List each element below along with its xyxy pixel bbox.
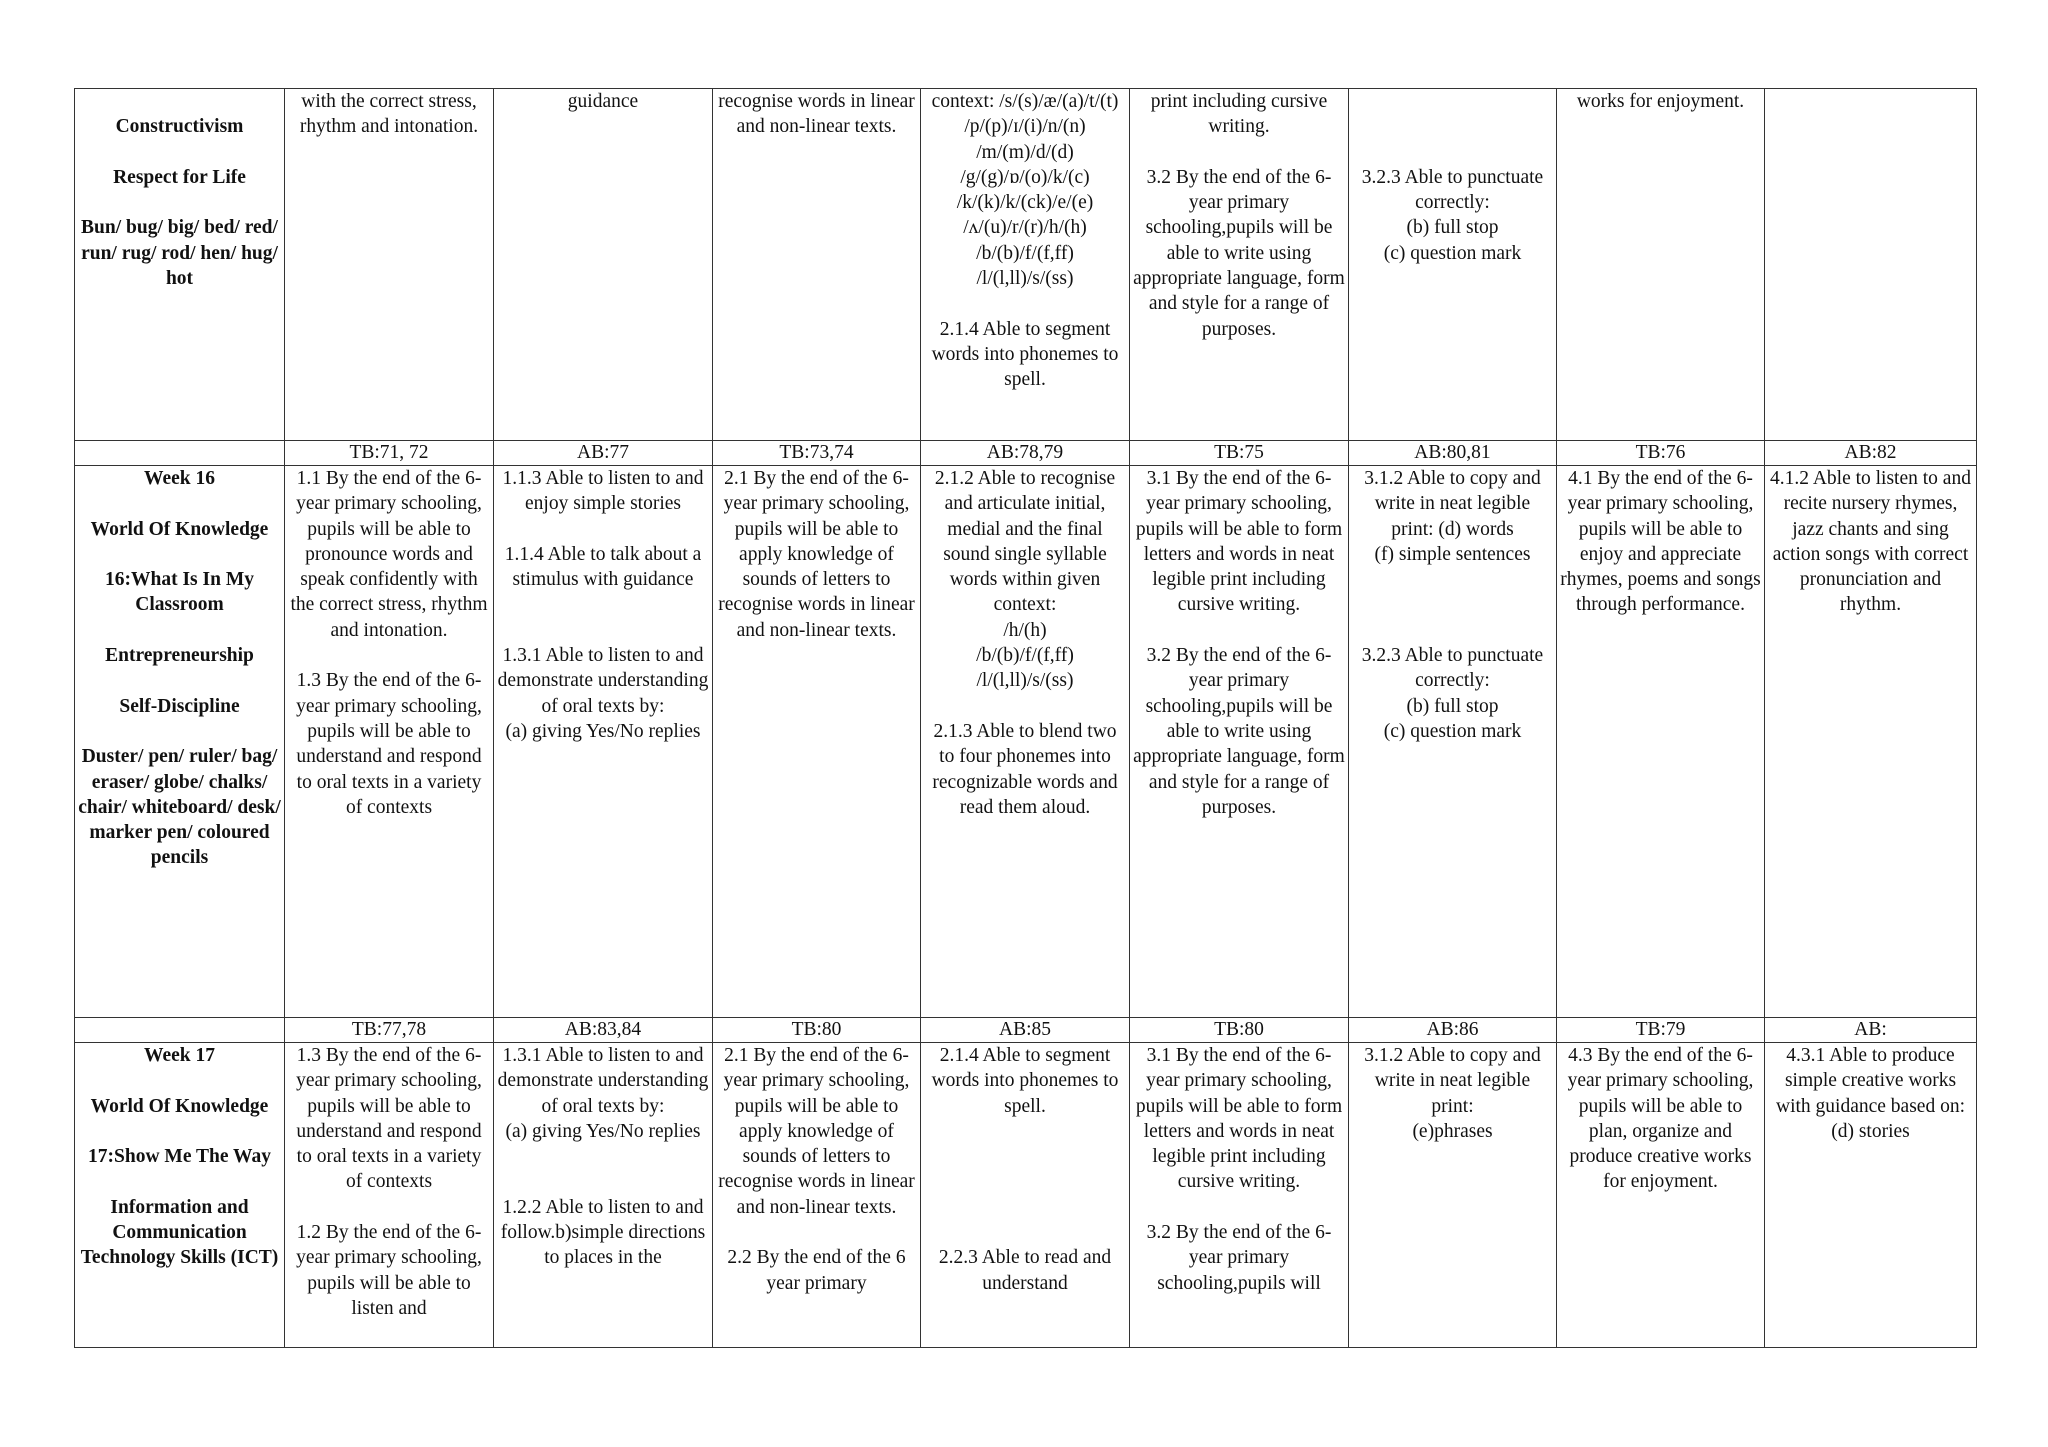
reference-cell: AB:82 [1765, 441, 1977, 466]
reference-row [75, 1018, 1977, 1043]
reference-cell: AB:83,84 [494, 1018, 713, 1043]
reference-cell [75, 441, 285, 466]
reference-cell: AB: [1765, 1018, 1977, 1043]
content-standard-cell: 4.1 By the end of the 6-year primary schooling, pupils will be able to enjoy and appreciate rhymes, poems and songs through performance. [1557, 466, 1765, 1018]
learning-standard-cell: 3.1.2 Able to copy and write in neat legible print: (d) words (f) simple sentences 3.2.3 Able to punctuate correctly: (b) full stop (c) question mark [1349, 466, 1557, 1018]
learning-standard-cell: 4.1.2 Able to listen to and recite nursery rhymes, jazz chants and sing action songs with correct pronunciation and rhythm. [1765, 466, 1977, 1018]
reference-cell: AB:77 [494, 441, 713, 466]
reference-cell: TB:76 [1557, 441, 1765, 466]
learning-standard-cell: 1.1.3 Able to listen to and enjoy simple stories 1.1.4 Able to talk about a stimulus with guidance 1.3.1 Able to listen to and demonstrate understanding of oral texts by: (a) giving Yes/No replies [494, 466, 713, 1018]
reference-cell: AB:78,79 [921, 441, 1130, 466]
reference-cell: TB:73,74 [713, 441, 921, 466]
content-standard-cell: recognise words in linear and non-linear texts. [713, 89, 921, 441]
learning-standard-cell: 3.1.2 Able to copy and write in neat legible print: (e)phrases [1349, 1043, 1557, 1348]
learning-standard-cell: 1.3.1 Able to listen to and demonstrate understanding of oral texts by: (a) giving Yes/No replies 1.2.2 Able to listen to and follow.b)simple directions to places in the [494, 1043, 713, 1348]
learning-standard-cell: guidance [494, 89, 713, 441]
table-row [75, 1043, 1977, 1348]
table-row [75, 466, 1977, 1018]
content-standard-cell: 4.3 By the end of the 6-year primary schooling, pupils will be able to plan, organize and produce creative works for enjoyment. [1557, 1043, 1765, 1348]
reference-cell: TB:77,78 [285, 1018, 494, 1043]
content-standard-cell: works for enjoyment. [1557, 89, 1765, 441]
reference-cell: TB:79 [1557, 1018, 1765, 1043]
reference-cell: TB:80 [713, 1018, 921, 1043]
learning-standard-cell [1765, 89, 1977, 441]
reference-cell: TB:80 [1130, 1018, 1349, 1043]
content-standard-cell: with the correct stress, rhythm and intonation. [285, 89, 494, 441]
learning-standard-cell: 2.1.4 Able to segment words into phonemes to spell. 2.2.3 Able to read and understand [921, 1043, 1130, 1348]
reference-cell: AB:80,81 [1349, 441, 1557, 466]
theme-cell: Week 17 World Of Knowledge 17:Show Me The Way Information and Communication Technology Skills (ICT) [75, 1043, 285, 1348]
learning-standard-cell: context: /s/(s)/æ/(a)/t/(t) /p/(p)/ɪ/(i)/n/(n) /m/(m)/d/(d) /g/(g)/ɒ/(o)/k/(c) /k/(k)/k/(ck)/e/(e) /ʌ/(u)/r/(r)/h/(h) /b/(b)/f/(f,ff) /l/(l,ll)/s/(ss) 2.1.4 Able to segment words into phonemes to spell. [921, 89, 1130, 441]
content-standard-cell: 3.1 By the end of the 6-year primary schooling, pupils will be able to form letters and words in neat legible print including cursive writing. 3.2 By the end of the 6-year primary schooling,pupils will [1130, 1043, 1349, 1348]
content-standard-cell: 1.1 By the end of the 6-year primary schooling, pupils will be able to pronounce words and speak confidently with the correct stress, rhythm and intonation. 1.3 By the end of the 6-year primary schooling, pupils will be able to understand and respond to oral texts in a variety of contexts [285, 466, 494, 1018]
content-standard-cell: 2.1 By the end of the 6-year primary schooling, pupils will be able to apply knowledge of sounds of letters to recognise words in linear and non-linear texts. 2.2 By the end of the 6 year primary [713, 1043, 921, 1348]
reference-cell [75, 1018, 285, 1043]
reference-cell: TB:71, 72 [285, 441, 494, 466]
theme-cell: Week 16 World Of Knowledge 16:What Is In My Classroom Entrepreneurship Self-Discipline Duster/ pen/ ruler/ bag/ eraser/ globe/ chalks/ chair/ whiteboard/ desk/ marker pen/ coloured pencils [75, 466, 285, 1018]
content-standard-cell: 1.3 By the end of the 6-year primary schooling, pupils will be able to understand and respond to oral texts in a variety of contexts 1.2 By the end of the 6-year primary schooling, pupils will be able to listen and [285, 1043, 494, 1348]
learning-standard-cell: 2.1.2 Able to recognise and articulate initial, medial and the final sound single syllable words within given context: /h/(h) /b/(b)/f/(f,ff) /l/(l,ll)/s/(ss) 2.1.3 Able to blend two to four phonemes into recognizable words and read them aloud. [921, 466, 1130, 1018]
learning-standard-cell: 3.2.3 Able to punctuate correctly: (b) full stop (c) question mark [1349, 89, 1557, 441]
reference-row [75, 441, 1977, 466]
content-standard-cell: 2.1 By the end of the 6-year primary schooling, pupils will be able to apply knowledge of sounds of letters to recognise words in linear and non-linear texts. [713, 466, 921, 1018]
theme-cell: Constructivism Respect for Life Bun/ bug/ big/ bed/ red/ run/ rug/ rod/ hen/ hug/ hot [75, 89, 285, 441]
reference-cell: AB:86 [1349, 1018, 1557, 1043]
learning-standard-cell: 4.3.1 Able to produce simple creative works with guidance based on: (d) stories [1765, 1043, 1977, 1348]
lesson-plan-page [74, 88, 1976, 1348]
content-standard-cell: print including cursive writing. 3.2 By the end of the 6-year primary schooling,pupils will be able to write using appropriate language, form and style for a range of purposes. [1130, 89, 1349, 441]
reference-cell: TB:75 [1130, 441, 1349, 466]
content-standard-cell: 3.1 By the end of the 6-year primary schooling, pupils will be able to form letters and words in neat legible print including cursive writing. 3.2 By the end of the 6-year primary schooling,pupils will be able to write using appropriate language, form and style for a range of purposes. [1130, 466, 1349, 1018]
scheme-of-work-table [74, 88, 1977, 1348]
reference-cell: AB:85 [921, 1018, 1130, 1043]
table-row [75, 89, 1977, 441]
